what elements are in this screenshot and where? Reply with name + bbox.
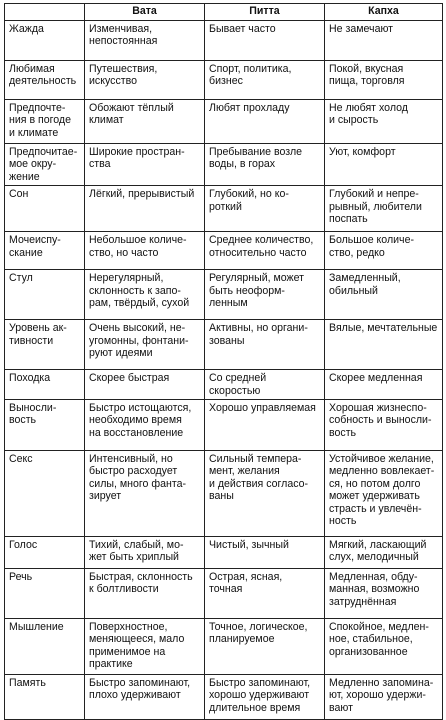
vata-cell: Поверхностное, меняющееся, мало применимое на практике	[85, 619, 205, 675]
pitta-cell: Чистый, зычный	[205, 537, 325, 569]
row-label: Речь	[5, 569, 85, 619]
row-label: Секс	[5, 451, 85, 537]
vata-cell: Быстрая, склонность к болтливости	[85, 569, 205, 619]
dosha-comparison-table	[4, 3, 443, 720]
kapha-cell: Не замечают	[325, 21, 443, 61]
vata-cell: Тихий, слабый, мо- жет быть хриплый	[85, 537, 205, 569]
row-label: Мочеиспу- скание	[5, 232, 85, 270]
row-label: Походка	[5, 370, 85, 400]
pitta-cell: Регулярный, может быть неоформ- ленным	[205, 270, 325, 320]
kapha-cell: Медленно запомина- ют, хорошо удержи- вают	[325, 675, 443, 720]
pitta-cell: Сильный темпера- мент, желания и действия согласо- ваны	[205, 451, 325, 537]
table-row	[5, 451, 443, 537]
table-row	[5, 400, 443, 451]
table-row	[5, 61, 443, 100]
pitta-cell: Пребывание возле воды, в горах	[205, 144, 325, 186]
table-row	[5, 270, 443, 320]
row-label: Уровень ак- тивности	[5, 320, 85, 370]
vata-cell: Нерегулярный, склонность к запо- рам, твёрдый, сухой	[85, 270, 205, 320]
pitta-cell: Активны, но органи- зованы	[205, 320, 325, 370]
kapha-cell: Скорее медленная	[325, 370, 443, 400]
row-label: Сон	[5, 186, 85, 232]
row-label: Голос	[5, 537, 85, 569]
row-label: Жажда	[5, 21, 85, 61]
row-label: Предпочте- ния в погоде и климате	[5, 100, 85, 144]
kapha-cell: Медленная, обду- манная, возможно затруднённая	[325, 569, 443, 619]
vata-cell: Изменчивая, непостоянная	[85, 21, 205, 61]
header-cell-kapha: Капха	[325, 4, 443, 21]
row-label: Стул	[5, 270, 85, 320]
header-cell-pitta: Питта	[205, 4, 325, 21]
pitta-cell: Быстро запоминают, хорошо удерживают длительное время	[205, 675, 325, 720]
vata-cell: Быстро запоминают, плохо удерживают	[85, 675, 205, 720]
pitta-cell: Со средней скоростью	[205, 370, 325, 400]
vata-cell: Путешествия, искусство	[85, 61, 205, 100]
kapha-cell: Покой, вкусная пища, торговля	[325, 61, 443, 100]
table-row	[5, 569, 443, 619]
kapha-cell: Вялые, мечтательные	[325, 320, 443, 370]
row-label: Память	[5, 675, 85, 720]
row-label: Предпочитае- мое окру- жение	[5, 144, 85, 186]
vata-cell: Быстро истощаются, необходимо время на восстановление	[85, 400, 205, 451]
kapha-cell: Замедленный, обильный	[325, 270, 443, 320]
table-row	[5, 619, 443, 675]
kapha-cell: Уют, комфорт	[325, 144, 443, 186]
header-row	[5, 4, 443, 21]
pitta-cell: Спорт, политика, бизнес	[205, 61, 325, 100]
pitta-cell: Среднее количество, относительно часто	[205, 232, 325, 270]
kapha-cell: Мягкий, ласкающий слух, мелодичный	[325, 537, 443, 569]
pitta-cell: Бывает часто	[205, 21, 325, 61]
kapha-cell: Устойчивое желание, медленно вовлекает- ся, но потом долго может удерживать страсть и увлечён- ность	[325, 451, 443, 537]
kapha-cell: Большое количе- ство, редко	[325, 232, 443, 270]
pitta-cell: Острая, ясная, точная	[205, 569, 325, 619]
kapha-cell: Хорошая жизнеспо- собность и выносли- вость	[325, 400, 443, 451]
vata-cell: Скорее быстрая	[85, 370, 205, 400]
table-row	[5, 320, 443, 370]
row-label: Мышление	[5, 619, 85, 675]
table-row	[5, 186, 443, 232]
vata-cell: Обожают тёплый климат	[85, 100, 205, 144]
table-row	[5, 21, 443, 61]
table-row	[5, 144, 443, 186]
vata-cell: Небольшое количе- ство, но часто	[85, 232, 205, 270]
kapha-cell: Спокойное, медлен- ное, стабильное, организованное	[325, 619, 443, 675]
pitta-cell: Любят прохладу	[205, 100, 325, 144]
header-cell-vata: Вата	[85, 4, 205, 21]
kapha-cell: Глубокий и непре- рывный, любители поспать	[325, 186, 443, 232]
pitta-cell: Точное, логическое, планируемое	[205, 619, 325, 675]
table-row	[5, 232, 443, 270]
table-row	[5, 675, 443, 720]
pitta-cell: Глубокий, но ко- роткий	[205, 186, 325, 232]
row-label: Выносли- вость	[5, 400, 85, 451]
table-row	[5, 370, 443, 400]
vata-cell: Интенсивный, но быстро расходует силы, много фанта- зирует	[85, 451, 205, 537]
vata-cell: Широкие простран- ства	[85, 144, 205, 186]
vata-cell: Лёгкий, прерывистый	[85, 186, 205, 232]
pitta-cell: Хорошо управляемая	[205, 400, 325, 451]
header-cell-empty	[5, 4, 85, 21]
row-label: Любимая деятельность	[5, 61, 85, 100]
vata-cell: Очень высокий, не- угомонны, фонтани- руют идеями	[85, 320, 205, 370]
kapha-cell: Не любят холод и сырость	[325, 100, 443, 144]
table-row	[5, 537, 443, 569]
table-row	[5, 100, 443, 144]
